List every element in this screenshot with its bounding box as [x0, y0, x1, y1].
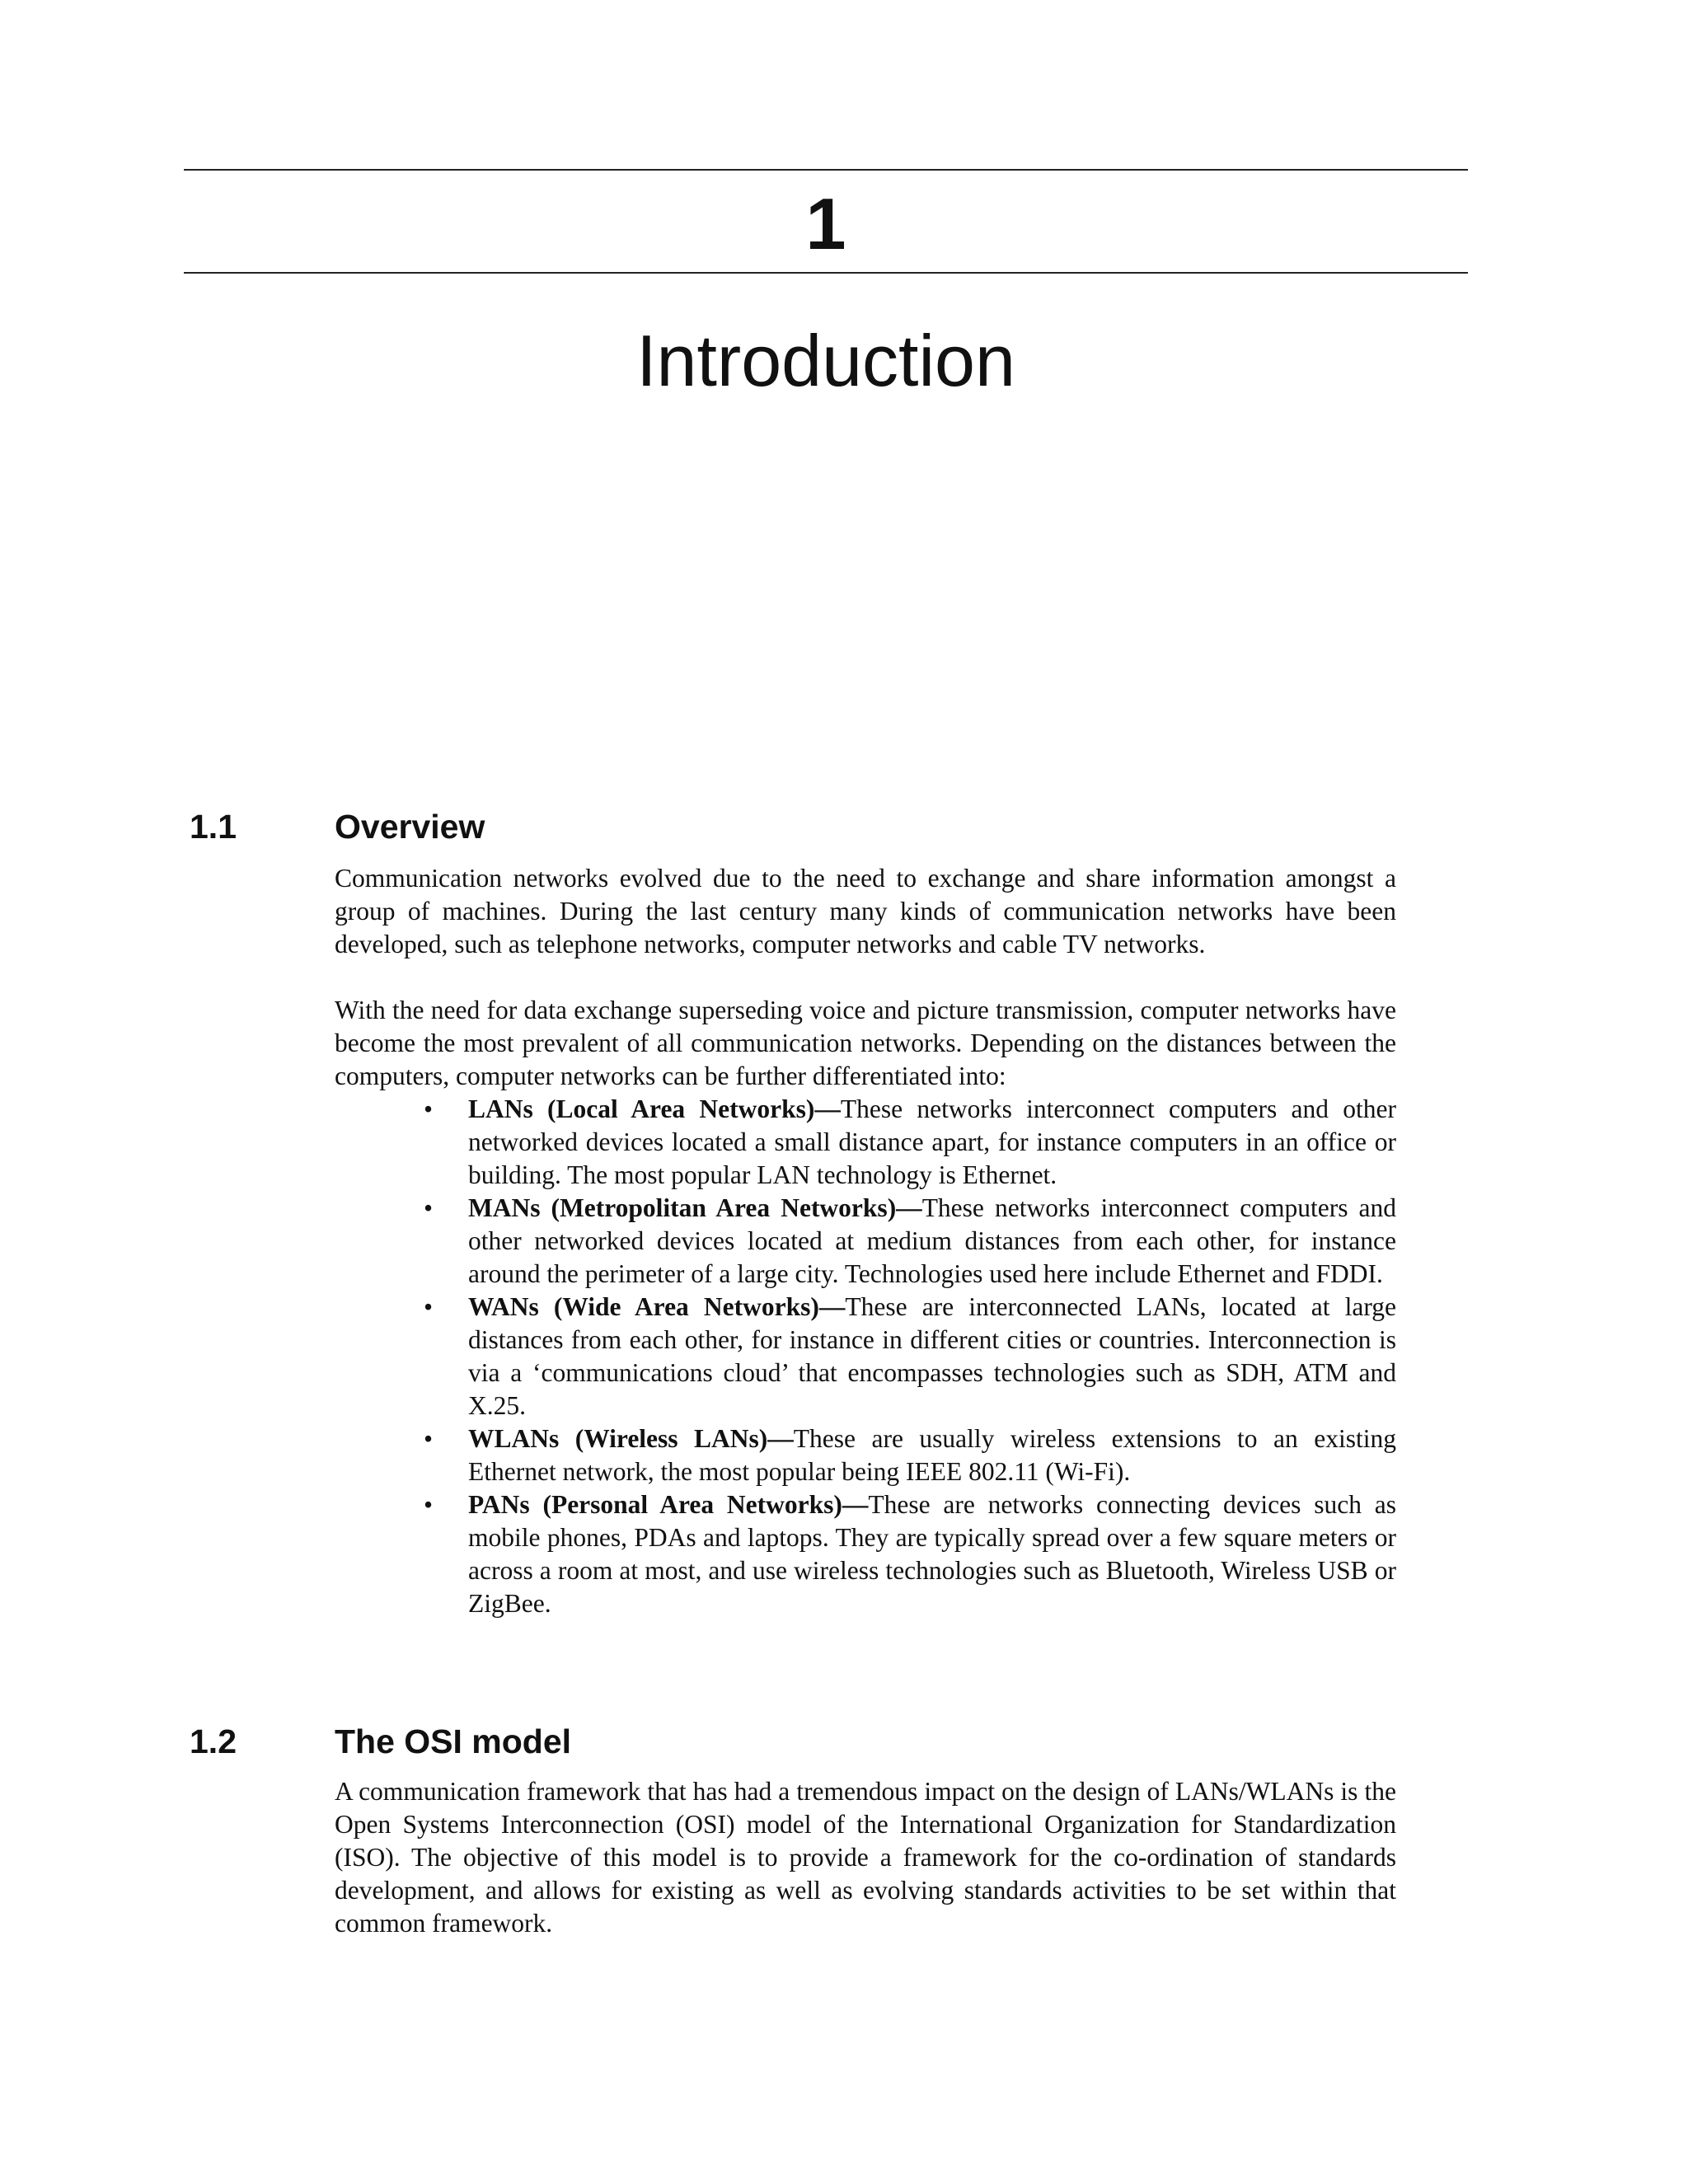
list-item-term: WLANs (Wireless LANs)—	[468, 1424, 794, 1453]
list-item-wlan	[335, 1422, 1396, 1488]
list-item-term: MANs (Metropolitan Area Networks)—	[468, 1193, 922, 1222]
section-heading-osi-model	[190, 1721, 571, 1762]
section-number: 1.1	[190, 808, 237, 846]
list-item-pan	[335, 1488, 1396, 1620]
osi-paragraph-1: A communication framework that has had a tremendous impact on the design of LANs/WLANs is the Open Systems Interconnection (OSI) model of the International Organization for Standardization (ISO). The objective of this model is to provide a framework for the co-ordination of standards development, and allows for existing as well as evolving standards activities to be set within that common framework.	[335, 1777, 1396, 1938]
section-title: Overview	[335, 808, 485, 846]
bullet-icon: •	[424, 1193, 434, 1222]
section-title: The OSI model	[335, 1722, 572, 1760]
list-item-text: These are usually wireless extensions to an existing Ethernet network, the most popular being IEEE 802.11 (Wi-Fi).	[468, 1424, 1396, 1486]
chapter-title: Introduction	[636, 320, 1015, 401]
list-item-lan	[335, 1093, 1396, 1192]
list-item-term: WANs (Wide Area Networks)—	[468, 1292, 846, 1321]
bullet-icon: •	[424, 1292, 434, 1321]
list-item-text: These networks interconnect computers and other networked devices located a small distance apart, for instance computers in an office or building. The most popular LAN technology is Ethernet.	[468, 1094, 1396, 1189]
bullet-icon: •	[424, 1490, 434, 1519]
overview-paragraph-2: With the need for data exchange superseding voice and picture transmission, computer networks have become the most prevalent of all communication networks. Depending on the distances between the computers, computer networks can be further differentiated into:	[335, 996, 1396, 1090]
section-number: 1.2	[190, 1722, 237, 1760]
chapter-number: 1	[805, 183, 846, 265]
list-item-term: LANs (Local Area Networks)—	[468, 1094, 841, 1123]
overview-body	[335, 862, 1396, 1620]
overview-paragraph-1: Communication networks evolved due to the need to exchange and share information amongst a group of machines. During the last century many kinds of communication networks have been developed, such as telephone networks, computer networks and cable TV networks.	[335, 864, 1396, 958]
chapter-top-rule	[184, 169, 1468, 171]
list-item-man	[335, 1192, 1396, 1291]
osi-body	[335, 1775, 1396, 1940]
list-item-text: These are networks connecting devices such as mobile phones, PDAs and laptops. They are typically spread over a few square meters or across a room at most, and use wireless technologies such as Bluetooth, Wireless USB or ZigBee.	[468, 1490, 1396, 1618]
section-heading-overview	[190, 806, 485, 847]
bullet-icon: •	[424, 1094, 434, 1123]
network-types-list	[335, 1093, 1396, 1620]
chapter-bottom-rule	[184, 272, 1468, 274]
list-item-text: These are interconnected LANs, located at large distances from each other, for instance in different cities or countries. Interconnection is via a ‘communications cloud’ that encompasses technologies such as SDH, ATM and X.25.	[468, 1292, 1396, 1420]
list-item-term: PANs (Personal Area Networks)—	[468, 1490, 869, 1519]
list-item-text: These networks interconnect computers and other networked devices located at medium distances from each other, for instance around the perimeter of a large city. Technologies used here include Ethernet and FDDI.	[468, 1193, 1396, 1288]
bullet-icon: •	[424, 1424, 434, 1453]
list-item-wan	[335, 1291, 1396, 1422]
